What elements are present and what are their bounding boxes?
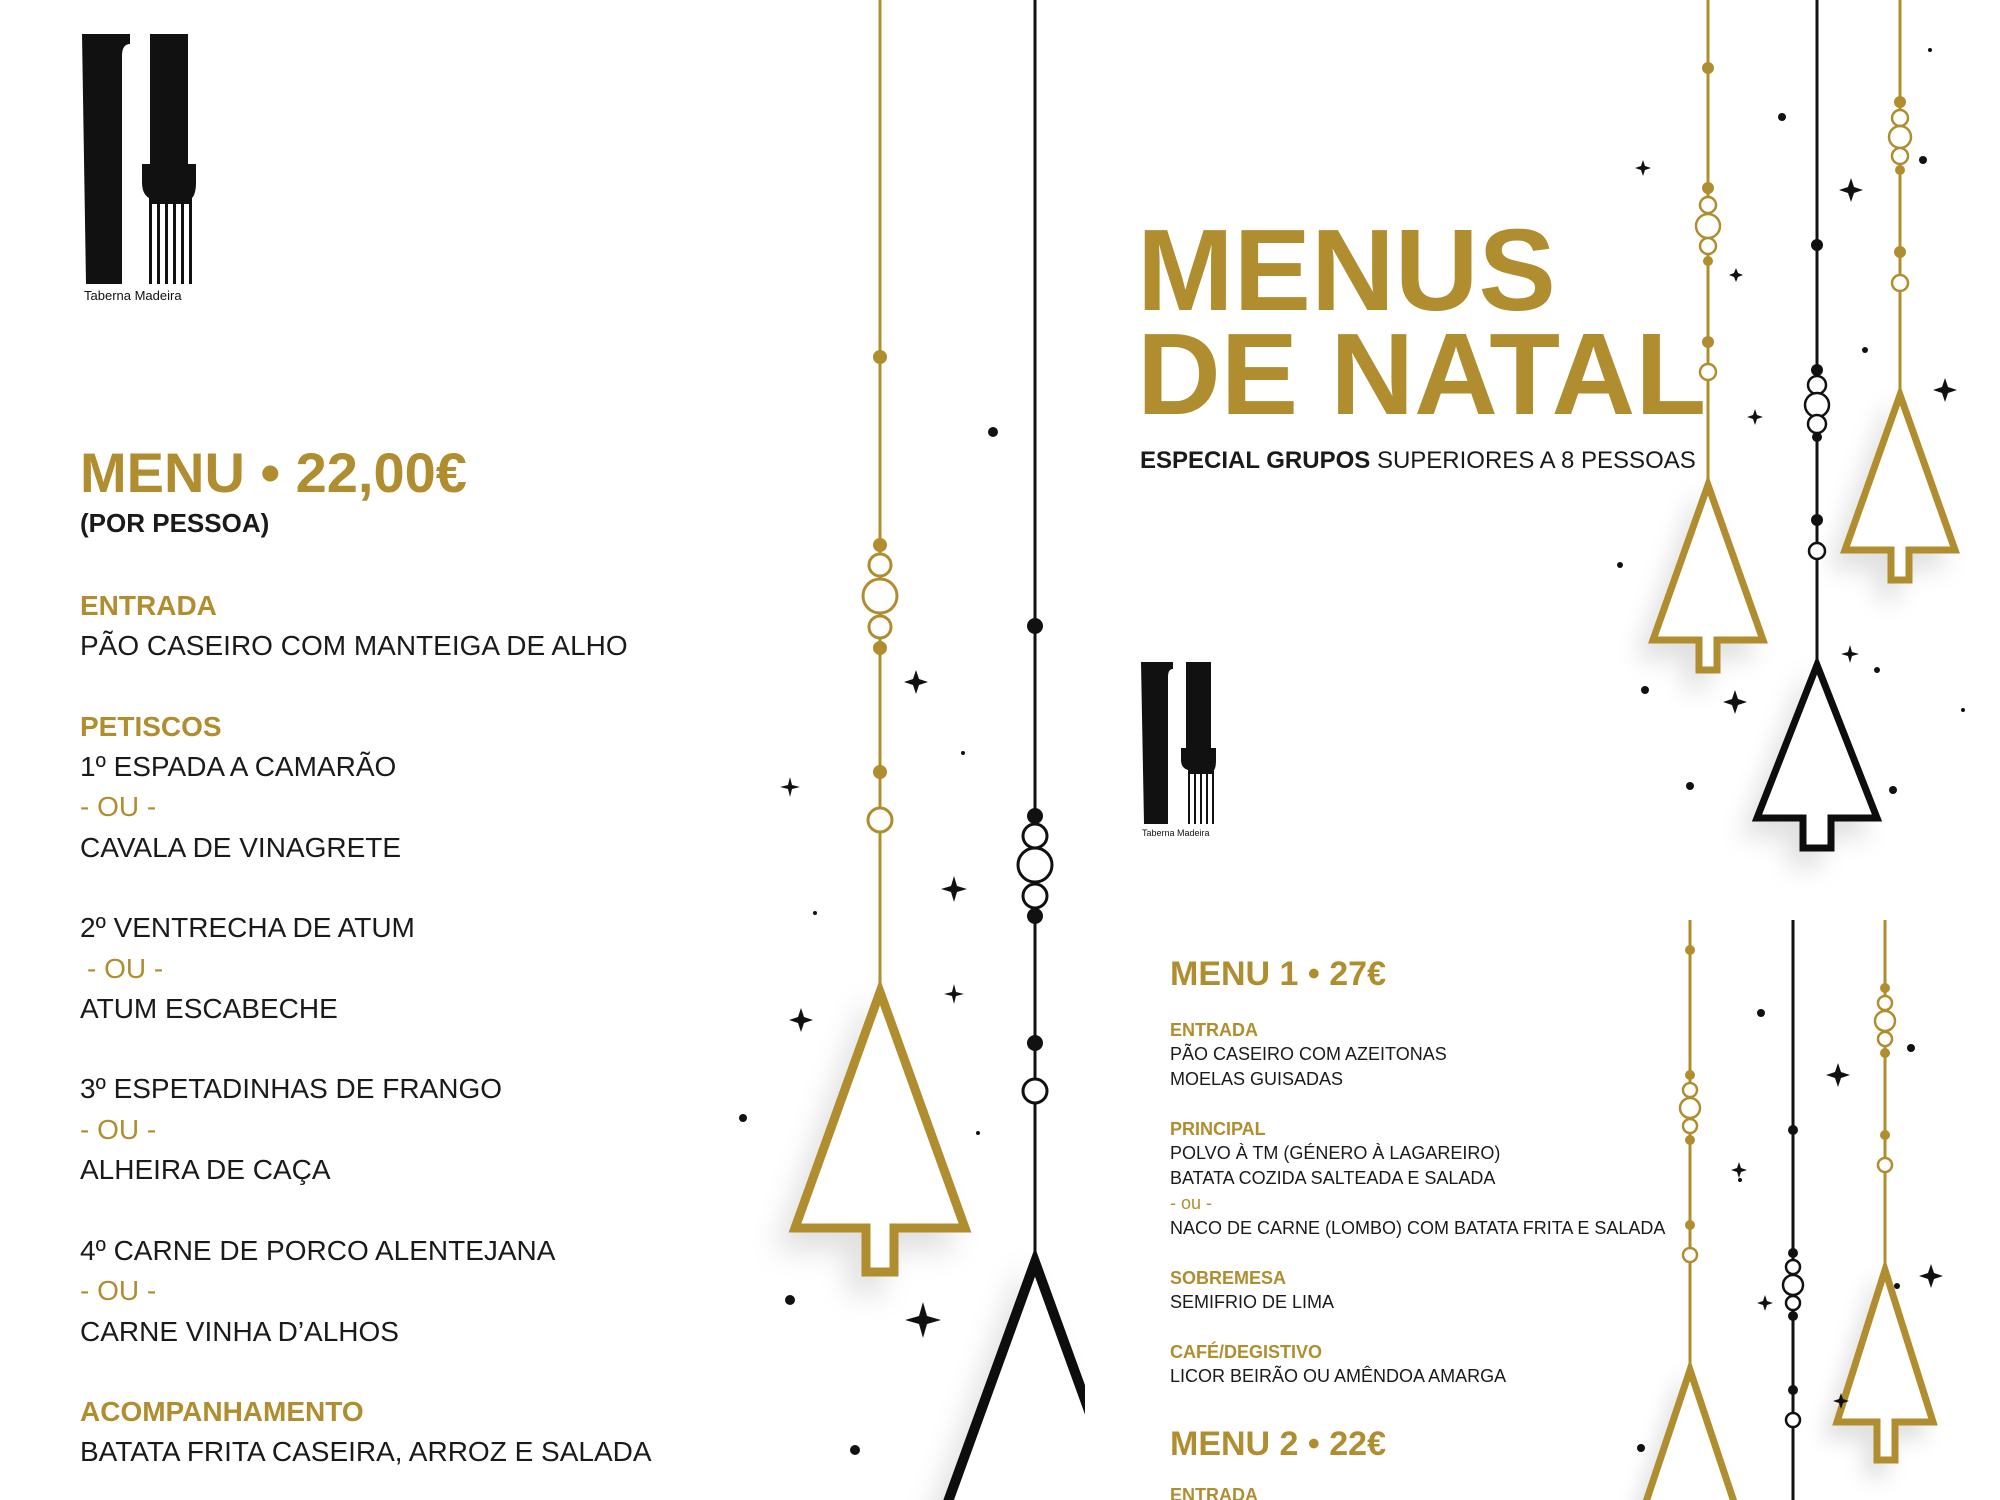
- menu1-cafe-heading: CAFÉ/DEGISTIVO: [1170, 1342, 1323, 1362]
- cover-subtitle: [1140, 447, 1696, 475]
- petisco-3-first: 3º ESPETADINHAS DE FRANGO: [80, 1073, 503, 1104]
- entrada-heading: ENTRADA: [80, 590, 217, 621]
- petisco-3-or: - OU -: [80, 1114, 157, 1145]
- acompanhamento-item: BATATA FRITA CASEIRA, ARROZ E SALADA: [80, 1436, 652, 1467]
- petisco-2-or: - OU -: [87, 953, 164, 984]
- entrada-item: PÃO CASEIRO COM MANTEIGA DE ALHO: [80, 630, 628, 661]
- christmas-menus-cover: [1085, 0, 2000, 920]
- petisco-4-second: CARNE VINHA D’ALHOS: [80, 1316, 399, 1347]
- menu2-title: MENU 2 • 22€: [1170, 1425, 1386, 1463]
- cover-subtitle-bold: ESPECIAL GRUPOS: [1140, 447, 1371, 474]
- per-person-label: (POR PESSOA): [80, 508, 270, 538]
- cover-subtitle-rest: SUPERIORES A 8 PESSOAS: [1370, 447, 1696, 474]
- taberna-madeira-logo: [80, 34, 200, 304]
- menu1-entrada-item-2: MOELAS GUISADAS: [1170, 1069, 1344, 1089]
- petisco-1-second: CAVALA DE VINAGRETE: [80, 832, 402, 863]
- petisco-2-first: 2º VENTRECHA DE ATUM: [80, 912, 415, 943]
- menu1-principal-item-1: POLVO À TM (GÉNERO À LAGAREIRO): [1170, 1143, 1501, 1163]
- acompanhamento-heading: ACOMPANHAMENTO: [80, 1396, 364, 1427]
- petisco-1-first: 1º ESPADA A CAMARÃO: [80, 751, 397, 782]
- christmas-ornaments-menu1: [1085, 920, 2000, 1500]
- cover-title: [1137, 205, 1707, 439]
- petisco-2-second: ATUM ESCABECHE: [80, 993, 338, 1024]
- menu1-entrada-item-1: PÃO CASEIRO COM AZEITONAS: [1170, 1044, 1447, 1064]
- svg-text:Taberna Madeira: Taberna Madeira: [84, 288, 182, 303]
- menu1-panel: [1085, 920, 2000, 1500]
- taberna-madeira-logo-small: [1140, 662, 1220, 842]
- menu1-principal-or: - ou -: [1170, 1193, 1213, 1213]
- menu1-principal-alt: NACO DE CARNE (LOMBO) COM BATATA FRITA E SALADA: [1170, 1218, 1666, 1238]
- petisco-4-first: 4º CARNE DE PORCO ALENTEJANA: [80, 1235, 556, 1266]
- svg-text:Taberna Madeira: Taberna Madeira: [1142, 828, 1210, 838]
- menu2-entrada-heading: ENTRADA: [1170, 1485, 1258, 1500]
- petisco-4-or: - OU -: [80, 1275, 157, 1306]
- menu1-principal-item-2: BATATA COZIDA SALTEADA E SALADA: [1170, 1168, 1496, 1188]
- petiscos-heading: PETISCOS: [80, 711, 222, 742]
- menu1-principal-heading: PRINCIPAL: [1170, 1119, 1266, 1139]
- menu1-sobremesa-item: SEMIFRIO DE LIMA: [1170, 1292, 1335, 1312]
- cover-title-line2: DE NATAL: [1137, 309, 1707, 439]
- menu1-sobremesa-heading: SOBREMESA: [1170, 1268, 1287, 1288]
- menu1-title: MENU 1 • 27€: [1170, 955, 1386, 993]
- petisco-3-second: ALHEIRA DE CAÇA: [80, 1154, 331, 1185]
- petisco-1-or: - OU -: [80, 791, 157, 822]
- cover-title-line1: MENUS: [1137, 205, 1556, 335]
- menu-price-title: MENU • 22,00€: [80, 441, 467, 504]
- menu1-entrada-heading: ENTRADA: [1170, 1020, 1258, 1040]
- menu1-cafe-item: LICOR BEIRÃO OU AMÊNDOA AMARGA: [1170, 1366, 1507, 1386]
